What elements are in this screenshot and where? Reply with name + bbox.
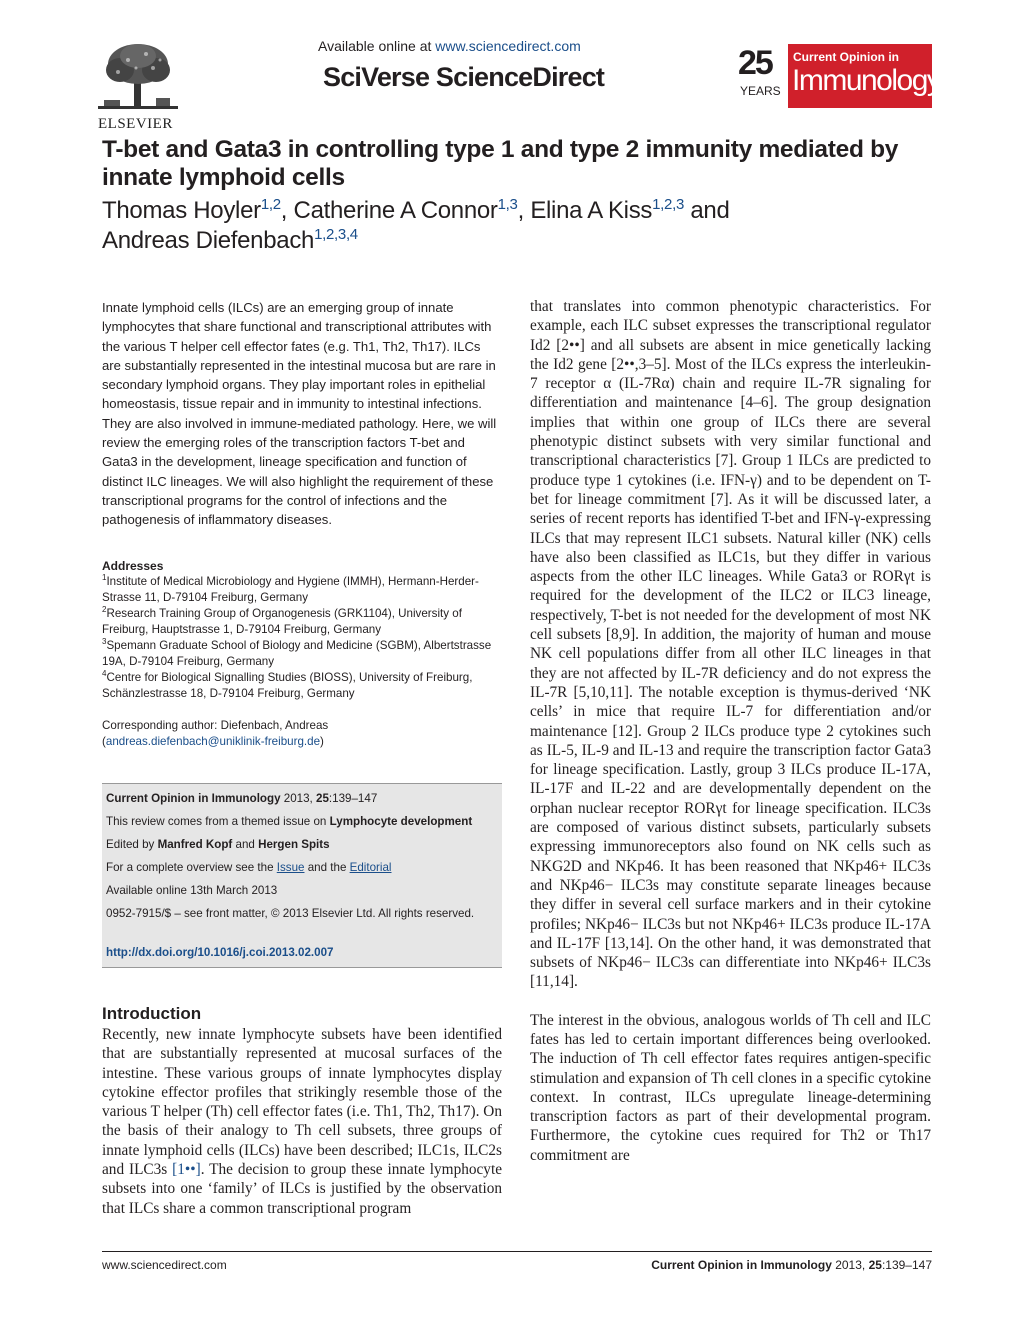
info-editors (106, 837, 500, 853)
citation-link[interactable]: [1••] (172, 1161, 201, 1179)
elsevier-wordmark: ELSEVIER (98, 116, 173, 132)
info-volume: 25 (316, 792, 329, 805)
addresses-heading: Addresses (102, 559, 164, 573)
author-name: Thomas Hoyler (102, 197, 261, 224)
author-name: Elina A Kiss (530, 197, 653, 224)
journal-series: Current Opinion in (793, 50, 899, 64)
address-number: 2 (102, 605, 107, 615)
anniversary-label: YEARS (740, 84, 781, 98)
journal-name: Immunology (792, 64, 941, 97)
address-text: Research Training Group of Organogenesis (GRK1104), University of Freiburg, Hauptstrasse 1, D-79104 Freiburg, Germany (102, 607, 462, 636)
corresponding-author-label: Corresponding author: Diefenbach, Andreas (102, 719, 329, 732)
introduction-text-part2: . The decision to group these innate lymphocyte subsets into one ‘family’ of ILCs is justified by the observation that ILCs share a common transcriptional program (102, 1161, 502, 1217)
author-affiliation[interactable]: 1,2 (260, 196, 281, 213)
info-editor-1: Manfred Kopf (157, 838, 233, 851)
footer-citation (638, 1258, 932, 1272)
address-item (102, 574, 502, 606)
available-online-prefix: Available online at (318, 38, 436, 54)
footer-volume: 25 (868, 1258, 882, 1272)
author-separator: , (517, 197, 531, 224)
info-theme-prefix: This review comes from a themed issue on (106, 815, 330, 828)
info-overview-and: and the (304, 861, 350, 874)
journal-badge-box (788, 44, 941, 108)
info-editor-and: and (232, 838, 259, 851)
body-right-column (530, 297, 931, 1184)
info-year: 2013, (280, 792, 317, 805)
info-overview-prefix: For a complete overview see the (106, 861, 277, 874)
issue-link[interactable]: Issue (276, 861, 305, 874)
footer-journal: Current Opinion in Immunology (651, 1258, 832, 1272)
anniversary-mark (736, 44, 786, 108)
body-paragraph: The interest in the obvious, analogous worlds of Th cell and ILC fates has led to certain important differences being overlooked. The induction of Th cell effector fates requires antigen-specific stimulation and expansion of Th cell clones in a specific cytokine context. In contrast, ILCs upregulate lineage-determining transcription factors as part of their developmental program. Furthermore, the cytokine cues required for Th2 or Th17 commitment are (530, 1011, 931, 1164)
info-pages: :139–147 (328, 792, 378, 805)
article-title: T-bet and Gata3 in controlling type 1 and type 2 immunity mediated by innate lymphoid cells (102, 136, 899, 191)
editorial-link[interactable]: Editorial (349, 861, 392, 874)
author-name: Catherine A Connor (293, 197, 498, 224)
info-theme-name: Lymphocyte development (329, 815, 473, 828)
introduction-heading: Introduction (102, 1004, 202, 1023)
address-item (102, 638, 502, 670)
info-overview (106, 860, 500, 876)
footer-year: 2013, (831, 1258, 869, 1272)
footer-website: www.sciencedirect.com (102, 1258, 227, 1272)
author-separator: , (280, 197, 294, 224)
footer-divider (102, 1251, 932, 1252)
corresponding-email-link[interactable]: andreas.diefenbach@uniklinik-freiburg.de (105, 735, 321, 748)
address-number: 1 (102, 573, 107, 583)
introduction-text (102, 1025, 502, 1218)
introduction-text-part1: Recently, new innate lymphocyte subsets have been identified that are substantially represented at mucosal surfaces of the intestine. These various groups of innate lymphocytes display cytokine effector profiles that strikingly resemble those of the various T helper (Th) cell effector fates (i.e. Th1, Th2, Th17). On the basis of their analogy to Th cell subsets, three groups of innate lymphoid cells (ILCs) have been described; ILC1s, ILC2s and ILC3s (102, 1026, 502, 1179)
address-number: 3 (102, 637, 107, 647)
address-text: Spemann Graduate School of Biology and Medicine (SGBM), Albertstrasse 19A, D-79104 Freiburg, Germany (102, 639, 492, 668)
info-copyright: 0952-7915/$ – see front matter, © 2013 Elsevier Ltd. All rights reserved. (106, 907, 475, 920)
address-item (102, 606, 502, 638)
addresses-list (102, 574, 502, 702)
info-citation (106, 791, 500, 807)
footer-pages: :139–147 (881, 1258, 932, 1272)
author-list (102, 196, 902, 256)
info-doi-line (106, 945, 500, 961)
abstract: Innate lymphoid cells (ILCs) are an emerging group of innate lymphocytes that share functional and transcriptional attributes with the various T helper cell effector fates (e.g. Th1, Th2, Th17). ILCs are substantially represented in the intestinal mucosa but are rare in secondary lymphoid organs. They play important roles in epithelial homeostasis, tissue repair and in immunity to intestinal infections. They are also involved in immune-mediated pathology. Here, we will review the emerging roles of the transcription factors T-bet and Gata3 in the development, lineage specification and function of distinct ILC lineages. We will also highlight the requirement of these transcriptional programs for the control of infections and the pathogenesis of inflammatory diseases. (102, 300, 497, 528)
corresponding-author (102, 718, 502, 750)
author-affiliation[interactable]: 1,2,3,4 (314, 226, 358, 243)
info-journal: Current Opinion in Immunology (106, 792, 281, 805)
journal-badge (736, 44, 941, 108)
sciencedirect-link[interactable]: www.sciencedirect.com (435, 38, 581, 54)
author-affiliation[interactable]: 1,2,3 (652, 196, 684, 213)
body-paragraph: that translates into common phenotypic characteristics. For example, each ILC subset expresses the transcriptional regulator Id2 [2••] and all subsets are absent in mice genetically lacking the Id2 gene [2••,3–5]. Most of the ILCs express the interleukin-7 receptor α (IL-7Rα) chain and require IL-7R signaling for differentiation and maintenance [4–6]. The group designation implies that within one group of ILCs there are several phenotypic distinct subsets with very similar functional and transcriptional characteristics [7]. Group 1 ILCs are predicted to produce type 1 cytokines (i.e. IFN-γ) and to be dependent on T-bet for lineage commitment [7]. As it will be discussed later, a series of recent reports has identified T-bet and IFN-γ-expressing ILCs that may represent ILC1 subsets. Natural killer (NK) cells have also been classified as ILC1s, but they differ in various aspects from the other ILC lineages. While Gata3 or RORγt is required for the development of the ILC2 or ILC3 lineage, respectively, T-bet is not needed for the development of most NK cell subsets [8,9]. In addition, the majority of human and mouse NK cell populations differ from all other ILC lineages in that they are not affected by IL-7R deficiency and do not express the IL-7R [5,10,11]. The notable exception is thymus-derived ‘NK cells’ in mice that require IL-7 for differentiation and/or maintenance [12]. Group 2 ILCs produce type 2 cytokines such as IL-5, IL-9 and IL-13 and require the transcription factor Gata3 for lineage specification. Lastly, group 3 ILCs produce IL-17A, IL-17F and IL-22 and are developmentally dependent on the orphan nuclear receptor RORγt for lineage specification. ILC3s are composed of various distinct subsets, particularly subsets expressing immunoreceptors also found on NK cells such as NKG2D and NKp46. It has been reasoned that NKp46+ ILC3s and NKp46− ILC3s may constitute separate lineages because they differ in several cell surface markers and in their cytokine profiles; NKp46− ILC3s but not NKp46+ ILC3s produce IL-17A and IL-17F [13,14]. On the other hand, it was demonstrated that subsets of NKp46− ILC3s can differentiate into NKp46+ ILC3s [11,14]. (530, 298, 931, 991)
address-text: Institute of Medical Microbiology and Hygiene (IMMH), Hermann-Herder-Strasse 11, D-79104 Freiburg, Germany (102, 575, 479, 604)
info-available: Available online 13th March 2013 (106, 884, 278, 897)
author-separator: and (684, 197, 730, 224)
platform-name: SciVerse ScienceDirect (323, 62, 605, 92)
address-text: Centre for Biological Signalling Studies (BIOSS), University of Freiburg, Schänzlestrasse 18, D-79104 Freiburg, Germany (102, 671, 473, 700)
elsevier-tree-icon (98, 42, 178, 110)
info-editor-2: Hergen Spits (258, 838, 330, 851)
author-name: Andreas Diefenbach (102, 227, 315, 254)
address-item (102, 670, 502, 702)
article-info-box (102, 783, 502, 968)
info-edited-prefix: Edited by (106, 838, 158, 851)
corresponding-email-line: (andreas.diefenbach@uniklinik-freiburg.de) (102, 735, 324, 748)
address-number: 4 (102, 669, 107, 679)
author-affiliation[interactable]: 1,3 (497, 196, 518, 213)
elsevier-logo (98, 42, 182, 132)
available-online-line (318, 38, 581, 54)
doi-link[interactable]: http://dx.doi.org/10.1016/j.coi.2013.02.007 (106, 946, 334, 959)
anniversary-number: 25 (738, 44, 772, 82)
info-theme (106, 814, 500, 830)
